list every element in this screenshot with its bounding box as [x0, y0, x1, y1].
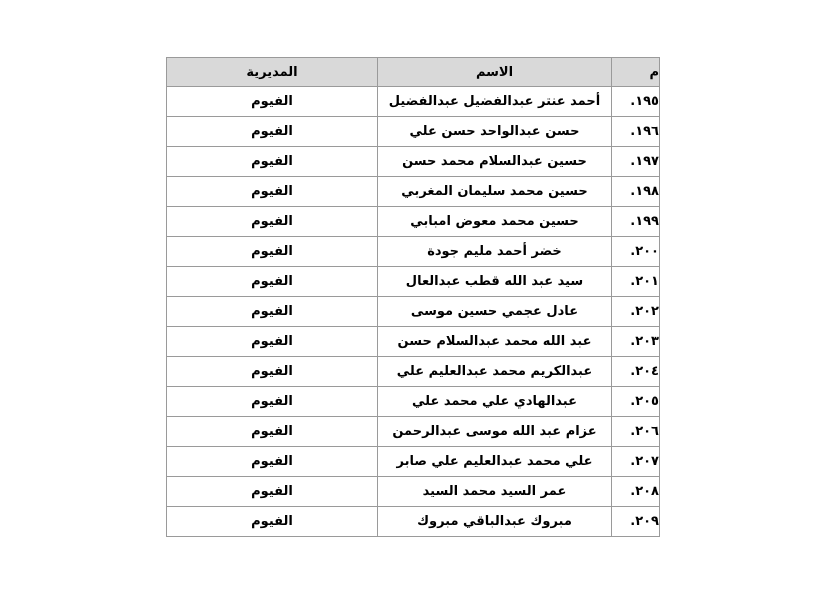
table-body	[167, 87, 660, 537]
table-row	[167, 87, 660, 117]
row-number: ٢٠١.	[612, 267, 660, 297]
row-name: خضر أحمد مليم جودة	[378, 237, 612, 267]
row-directorate: الفيوم	[167, 87, 378, 117]
table-row	[167, 477, 660, 507]
row-directorate: الفيوم	[167, 207, 378, 237]
row-directorate: الفيوم	[167, 477, 378, 507]
table-row	[167, 177, 660, 207]
row-name: عمر السيد محمد السيد	[378, 477, 612, 507]
table-row	[167, 237, 660, 267]
row-number: ٢٠٦.	[612, 417, 660, 447]
row-directorate: الفيوم	[167, 177, 378, 207]
table-row	[167, 297, 660, 327]
row-name: أحمد عنتر عبدالفضيل عبدالفضيل	[378, 87, 612, 117]
row-number: ١٩٦.	[612, 117, 660, 147]
table-row	[167, 507, 660, 537]
row-number: ٢٠٣.	[612, 327, 660, 357]
row-directorate: الفيوم	[167, 267, 378, 297]
names-table	[166, 57, 660, 537]
row-directorate: الفيوم	[167, 507, 378, 537]
row-directorate: الفيوم	[167, 387, 378, 417]
row-name: حسين محمد معوض امبابي	[378, 207, 612, 237]
row-directorate: الفيوم	[167, 147, 378, 177]
row-number: ١٩٩.	[612, 207, 660, 237]
row-directorate: الفيوم	[167, 447, 378, 477]
header-directorate: المديرية	[167, 58, 378, 87]
row-name: عبدالكريم محمد عبدالعليم علي	[378, 357, 612, 387]
row-number: ٢٠٨.	[612, 477, 660, 507]
row-number: ٢٠٩.	[612, 507, 660, 537]
row-directorate: الفيوم	[167, 297, 378, 327]
table-row	[167, 147, 660, 177]
row-directorate: الفيوم	[167, 117, 378, 147]
row-name: عزام عبد الله موسى عبدالرحمن	[378, 417, 612, 447]
header-row	[167, 58, 660, 87]
row-directorate: الفيوم	[167, 357, 378, 387]
row-name: حسين محمد سليمان المغربي	[378, 177, 612, 207]
row-number: ٢٠٤.	[612, 357, 660, 387]
table-row	[167, 267, 660, 297]
row-number: ١٩٧.	[612, 147, 660, 177]
row-directorate: الفيوم	[167, 237, 378, 267]
table-row	[167, 207, 660, 237]
row-number: ١٩٥.	[612, 87, 660, 117]
row-directorate: الفيوم	[167, 327, 378, 357]
table-row	[167, 387, 660, 417]
row-number: ٢٠٧.	[612, 447, 660, 477]
row-name: عبد الله محمد عبدالسلام حسن	[378, 327, 612, 357]
table-row	[167, 417, 660, 447]
row-name: حسين عبدالسلام محمد حسن	[378, 147, 612, 177]
row-name: سيد عبد الله قطب عبدالعال	[378, 267, 612, 297]
row-directorate: الفيوم	[167, 417, 378, 447]
row-name: عبدالهادي علي محمد علي	[378, 387, 612, 417]
row-name: علي محمد عبدالعليم علي صابر	[378, 447, 612, 477]
table-row	[167, 357, 660, 387]
row-name: مبروك عبدالباقي مبروك	[378, 507, 612, 537]
table-header	[167, 58, 660, 87]
table-row	[167, 327, 660, 357]
table-row	[167, 117, 660, 147]
row-number: ١٩٨.	[612, 177, 660, 207]
row-name: حسن عبدالواحد حسن علي	[378, 117, 612, 147]
header-number: م	[612, 58, 660, 87]
row-number: ٢٠٠.	[612, 237, 660, 267]
row-number: ٢٠٢.	[612, 297, 660, 327]
row-name: عادل عجمي حسين موسى	[378, 297, 612, 327]
table-row	[167, 447, 660, 477]
header-name: الاسم	[378, 58, 612, 87]
row-number: ٢٠٥.	[612, 387, 660, 417]
